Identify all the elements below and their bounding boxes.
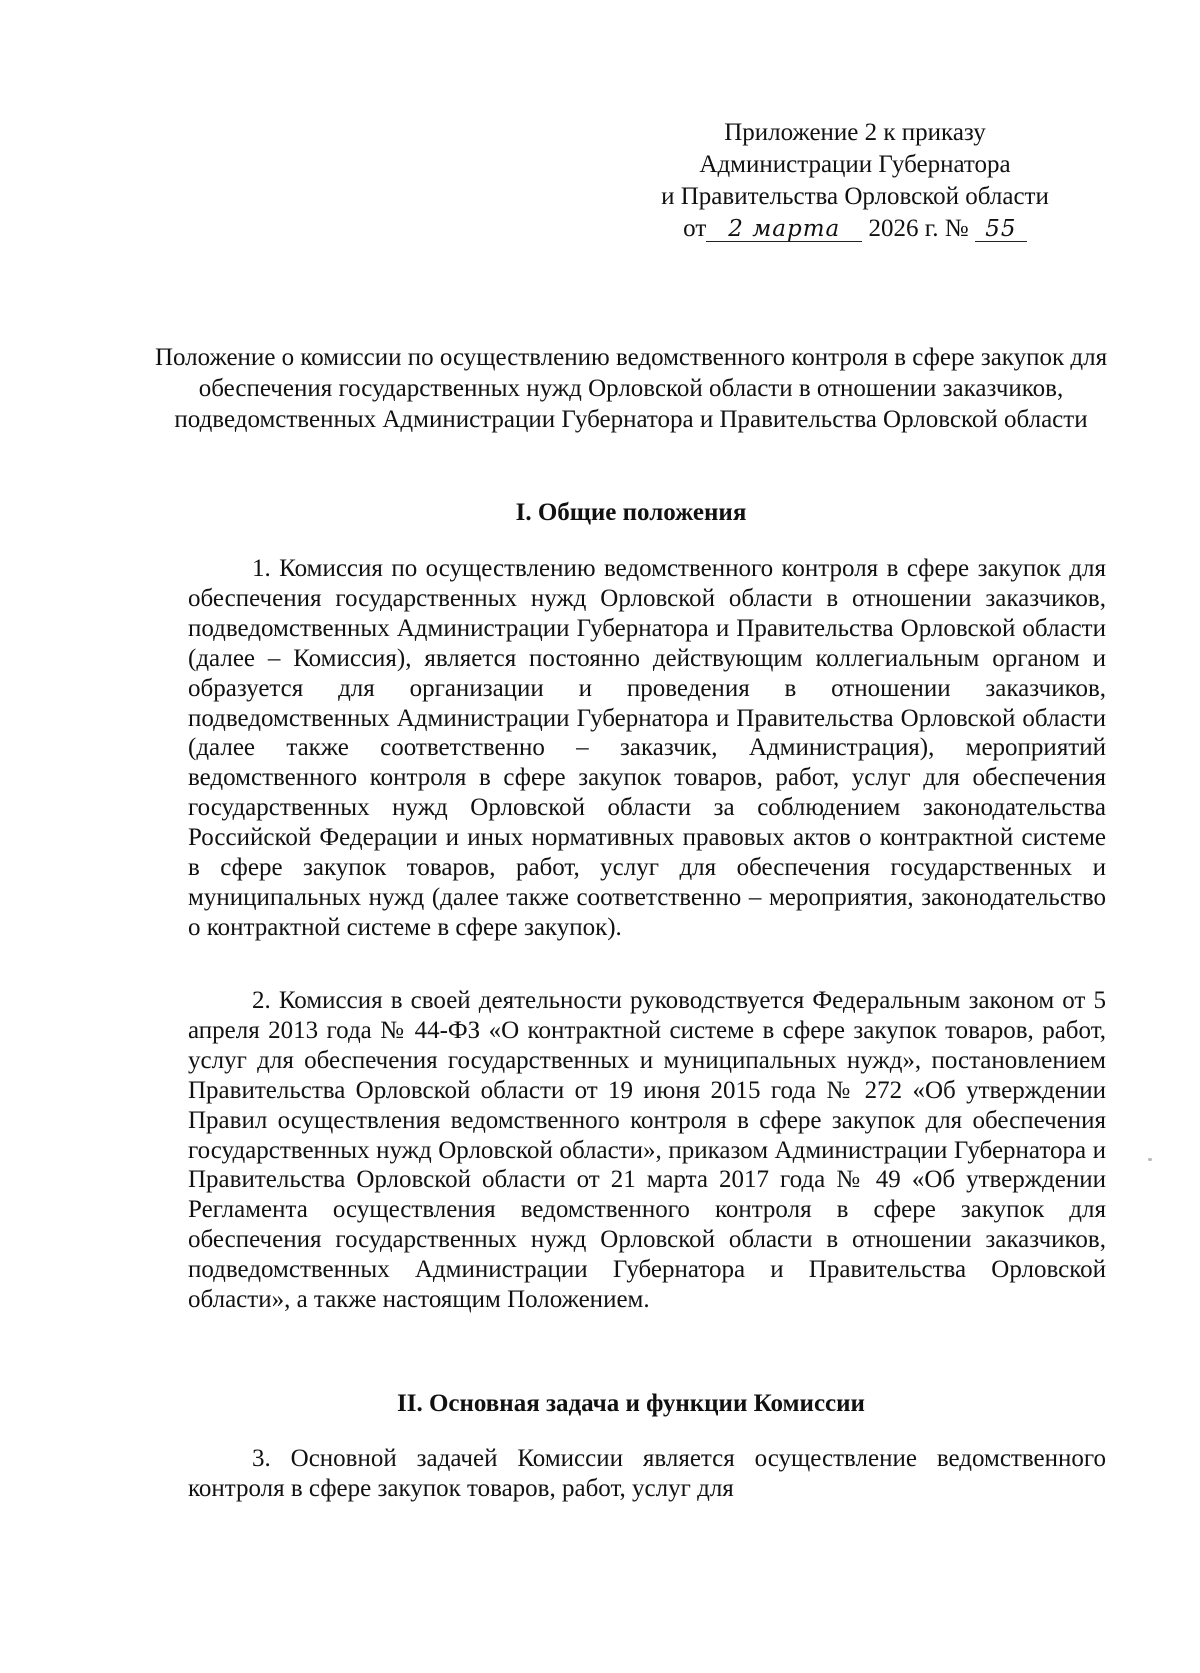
year-number-label: 2026 г. № bbox=[868, 215, 969, 242]
document-title: Положение о комиссии по осуществлению ведомственного контроля в сфере закупок для обеспечения государственных нужд Орловской области в отношении заказчиков, подведомственных Администрации Губернатора и Правительства Орловской области bbox=[154, 344, 1108, 433]
appendix-line-3: и Правительства Орловской области bbox=[661, 183, 1049, 210]
handwritten-number: 55 bbox=[975, 217, 1027, 242]
paragraph-2: 2. Комиссия в своей деятельности руководствуется Федеральным законом от 5 апреля 2013 года № 44-ФЗ «О контрактной системе в сфере закупок товаров, работ, услуг для обеспечения государственных и муниципальных нужд», постановлением Правительства Орловской области от 19 июня 2015 года № 272 «Об утверждении Правил осуществления ведомственного контроля в сфере закупок для обеспечения государственных нужд Орловской области», приказом Администрации Губернатора и Правительства Орловской области от 21 марта 2017 года № 49 «Об утверждении Регламента осуществления ведомственного контроля в сфере закупок для обеспечения государственных нужд Орловской области в отношении заказчиков, подведомственных Администрации Губернатора и Правительства Орловской области», а также настоящим Положением. bbox=[188, 987, 1106, 1314]
appendix-date-line bbox=[600, 213, 1110, 245]
date-prefix: от bbox=[683, 215, 707, 242]
paragraph-1: 1. Комиссия по осуществлению ведомственного контроля в сфере закупок для обеспечения государственных нужд Орловской области в отношении заказчиков, подведомственных Администрации Губернатора и Правительства Орловской области (далее – Комиссия), является постоянно действующим коллегиальным органом и образуется для организации и проведения в отношении заказчиков, подведомственных Администрации Губернатора и Правительства Орловской области (далее также соответственно – заказчик, Администрация), мероприятий ведомственного контроля в сфере закупок товаров, работ, услуг для обеспечения государственных нужд Орловской области за соблюдением законодательства Российской Федерации и иных нормативных правовых актов о контрактной системе в сфере закупок товаров, работ, услуг для обеспечения государственных и муниципальных нужд (далее также соответственно – мероприятия, законодательство о контрактной системе в сфере закупок). bbox=[188, 555, 1106, 941]
paragraph-3: 3. Основной задачей Комиссии является осуществление ведомственного контроля в сфере закупок товаров, работ, услуг для bbox=[188, 1445, 1106, 1502]
appendix-header bbox=[600, 117, 1110, 245]
appendix-line-2: Администрации Губернатора bbox=[699, 151, 1011, 178]
scan-speck bbox=[1148, 1158, 1152, 1161]
appendix-line-1: Приложение 2 к приказу bbox=[724, 119, 986, 146]
section-2-heading: II. Основная задача и функции Комиссии bbox=[397, 1390, 865, 1417]
section-1-heading: I. Общие положения bbox=[515, 499, 747, 526]
handwritten-date: 2 марта bbox=[706, 217, 862, 242]
